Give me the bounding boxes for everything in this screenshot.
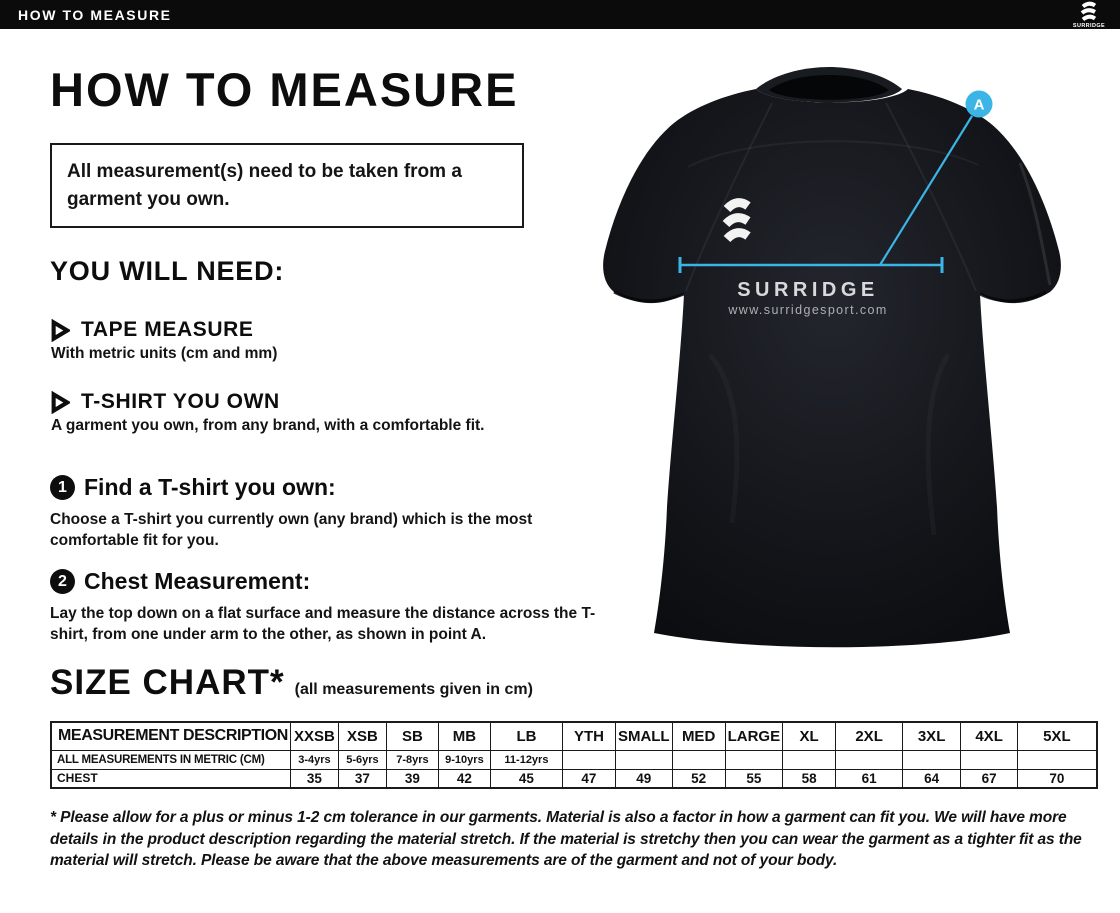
cell-value: 45	[490, 769, 562, 788]
cell-value	[1018, 750, 1097, 769]
cell-value: 5-6yrs	[338, 750, 386, 769]
col-header-size: XXSB	[290, 722, 338, 750]
cell-value: 61	[836, 769, 903, 788]
note-text: All measurement(s) need to be taken from a garment you own.	[67, 161, 462, 210]
need-item-description: With metric units (cm and mm)	[51, 345, 278, 362]
col-header-size: YTH	[562, 722, 615, 750]
cell-value: 35	[290, 769, 338, 788]
col-header-size: 2XL	[836, 722, 903, 750]
col-header-size: 3XL	[903, 722, 961, 750]
cell-value: 7-8yrs	[386, 750, 438, 769]
cell-value: 39	[386, 769, 438, 788]
cell-value	[672, 750, 725, 769]
point-a-label: A	[973, 96, 985, 114]
cell-value: 11-12yrs	[490, 750, 562, 769]
cell-value: 9-10yrs	[438, 750, 490, 769]
shirt-brand-text: SURRIDGE	[737, 279, 879, 301]
cell-value	[961, 750, 1018, 769]
play-triangle-icon	[50, 319, 70, 342]
step-description: Lay the top down on a flat surface and measure the distance across the T-shirt, from one under arm to the other, as shown in point A.	[50, 605, 596, 644]
shirt-website-text: www.surridgesport.com	[728, 303, 888, 317]
step-description: Choose a T-shirt you currently own (any brand) which is the most comfortable fit for you.	[50, 511, 533, 550]
size-chart-title: SIZE CHART*	[50, 663, 285, 702]
cell-value: 3-4yrs	[290, 750, 338, 769]
cell-value: 42	[438, 769, 490, 788]
cell-value: 64	[903, 769, 961, 788]
cell-value	[836, 750, 903, 769]
topbar-title: HOW TO MEASURE	[18, 6, 172, 23]
size-chart-heading	[50, 663, 533, 703]
col-header-size: XSB	[338, 722, 386, 750]
need-item-title: TAPE MEASURE	[81, 318, 254, 341]
need-item-tape-measure	[50, 318, 610, 363]
cell-value	[615, 750, 672, 769]
table-row	[51, 769, 1097, 788]
point-a-marker	[966, 91, 993, 118]
col-header-size: 4XL	[961, 722, 1018, 750]
row-label: CHEST	[51, 769, 290, 788]
tshirt-body	[603, 89, 1061, 647]
cell-value: 37	[338, 769, 386, 788]
play-triangle-icon	[50, 391, 70, 414]
cell-value: 70	[1018, 769, 1097, 788]
cell-value: 52	[672, 769, 725, 788]
row-label: ALL MEASUREMENTS IN METRIC (CM)	[51, 750, 290, 769]
shirt-illustration	[590, 45, 1070, 690]
surridge-logo-text: SURRIDGE	[1072, 23, 1106, 28]
you-will-need-heading: YOU WILL NEED:	[50, 256, 285, 286]
col-header-size: MB	[438, 722, 490, 750]
step-chest-measurement	[50, 568, 610, 646]
step-number-badge: 1	[50, 475, 75, 500]
col-header-size: LARGE	[725, 722, 783, 750]
need-item-tshirt	[50, 390, 610, 435]
cell-value	[903, 750, 961, 769]
step-title: Chest Measurement:	[84, 568, 311, 594]
col-header-size: SB	[386, 722, 438, 750]
table-header-row	[51, 722, 1097, 750]
tshirt-graphic	[590, 45, 1070, 690]
step-find-tshirt	[50, 474, 610, 552]
topbar	[0, 0, 1120, 29]
step-number-badge: 2	[50, 569, 75, 594]
cell-value	[562, 750, 615, 769]
col-header-size: MED	[672, 722, 725, 750]
size-chart-head	[51, 722, 1097, 750]
note-box	[50, 143, 524, 228]
disclaimer-text: * Please allow for a plus or minus 1-2 cm tolerance in our garments. Material is also a factor in how a garment can fit you. We will have more details in the product description regarding the material stretch. If the material is stretchy then you can wear the garment as a tighter fit as the material will stretch. Please be aware that the above measurements are of the garment and not of your body.	[50, 809, 1082, 870]
col-header-size: XL	[783, 722, 836, 750]
col-header-description: MEASUREMENT DESCRIPTION	[51, 722, 290, 750]
cell-value: 58	[783, 769, 836, 788]
cell-value	[725, 750, 783, 769]
step-title: Find a T-shirt you own:	[84, 474, 336, 500]
cell-value: 47	[562, 769, 615, 788]
surridge-logo-icon	[1068, 1, 1110, 28]
table-row	[51, 750, 1097, 769]
cell-value: 55	[725, 769, 783, 788]
cell-value: 67	[961, 769, 1018, 788]
page-title: HOW TO MEASURE	[50, 63, 519, 116]
need-item-description: A garment you own, from any brand, with a comfortable fit.	[51, 417, 485, 434]
col-header-size: 5XL	[1018, 722, 1097, 750]
cell-value	[783, 750, 836, 769]
need-item-title: T-SHIRT YOU OWN	[81, 390, 280, 413]
size-chart-table	[50, 721, 1098, 789]
col-header-size: SMALL	[615, 722, 672, 750]
size-chart-subtitle: (all measurements given in cm)	[294, 681, 533, 698]
size-chart-body	[51, 750, 1097, 788]
col-header-size: LB	[490, 722, 562, 750]
cell-value: 49	[615, 769, 672, 788]
